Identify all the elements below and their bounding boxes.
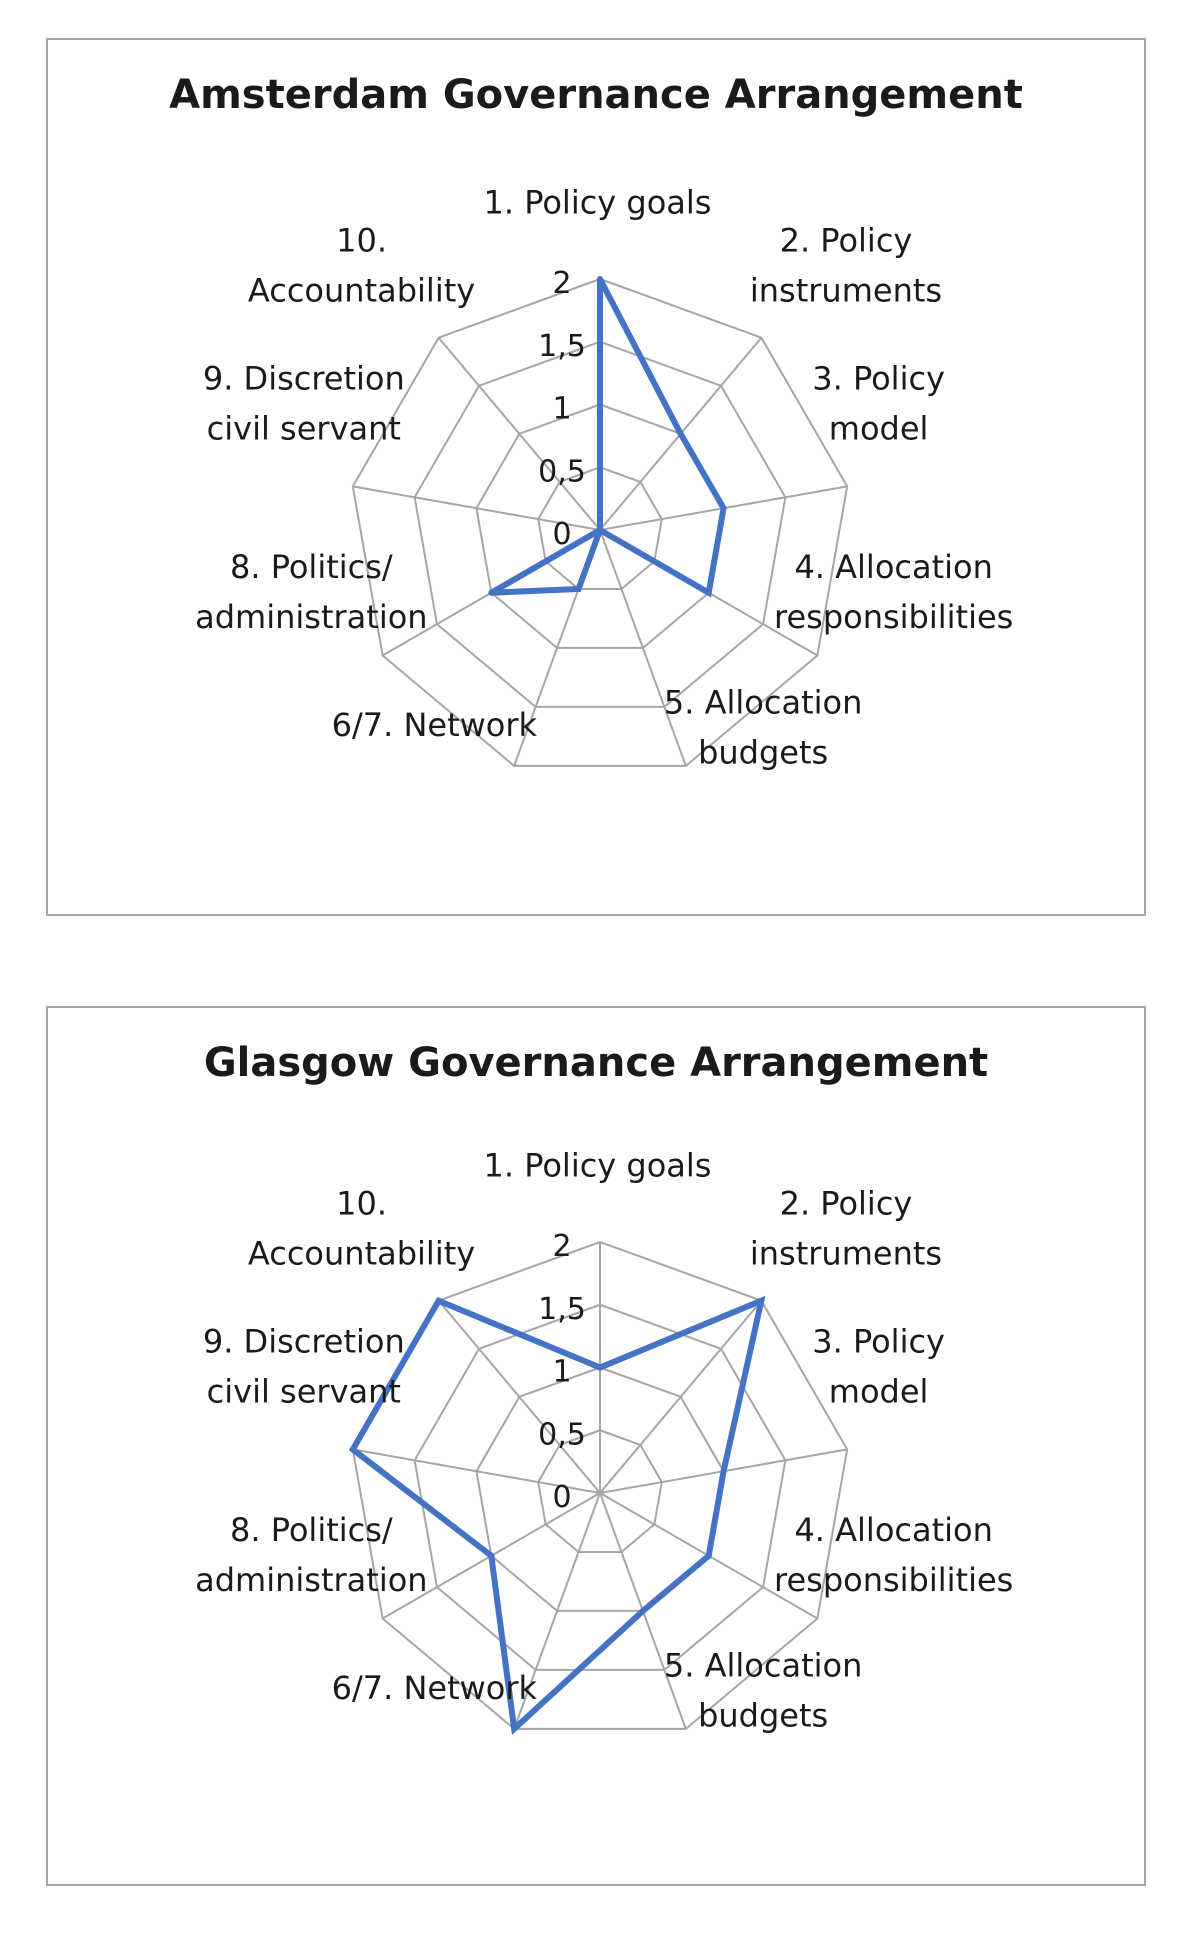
category-label-line: 4. Allocation	[794, 547, 993, 586]
radar-category-labels	[195, 184, 1013, 772]
category-label-line: 8. Politics/	[229, 547, 393, 586]
category-label-line: budgets	[698, 733, 829, 772]
radar-tick-labels	[538, 1229, 586, 1515]
category-label	[332, 706, 538, 744]
category-label-line: responsibilities	[774, 597, 1014, 636]
category-label-line: civil servant	[206, 1372, 401, 1411]
data-point	[640, 1608, 646, 1614]
category-label-line: model	[828, 409, 929, 448]
tick-label: 2	[552, 1229, 572, 1264]
category-label-line: 1. Policy goals	[483, 1146, 712, 1185]
category-label	[812, 360, 945, 448]
category-label-line: 10.	[336, 1184, 387, 1223]
amsterdam-chart-panel	[46, 38, 1146, 916]
chart-title: Amsterdam Governance Arrangement	[169, 72, 1023, 118]
category-label-line: 5. Allocation	[663, 683, 863, 722]
category-label-line: 9. Discretion	[202, 1322, 405, 1361]
category-label-line: instruments	[749, 1234, 943, 1273]
category-label	[195, 548, 427, 636]
data-point	[597, 276, 603, 282]
grid-spoke	[439, 338, 600, 530]
data-point	[488, 1553, 494, 1559]
category-label	[248, 1184, 475, 1272]
category-label-line: responsibilities	[774, 1560, 1014, 1599]
category-label-line: 8. Politics/	[229, 1510, 393, 1549]
category-label-line: administration	[195, 1560, 428, 1599]
tick-label: 1,5	[538, 328, 586, 364]
glasgow-chart-panel	[46, 1006, 1146, 1886]
tick-label: 0,5	[538, 1417, 586, 1453]
category-label-line: budgets	[698, 1696, 829, 1735]
category-label	[750, 221, 942, 309]
category-label-line: 2. Policy	[779, 221, 913, 260]
category-label-line: administration	[195, 597, 428, 636]
category-label	[248, 221, 475, 309]
category-label-line: 10.	[336, 221, 387, 260]
category-label-line: Accountability	[247, 1234, 476, 1273]
data-point	[436, 1298, 442, 1304]
data-point	[576, 586, 582, 592]
category-label-line: instruments	[749, 271, 943, 310]
data-point	[758, 1298, 764, 1304]
glasgow-radar-chart	[48, 1008, 1144, 1884]
category-label	[483, 1147, 711, 1185]
tick-label: 0,5	[538, 454, 586, 490]
category-label-line: 3. Policy	[812, 359, 945, 398]
data-point	[597, 1365, 603, 1371]
tick-label: 1	[552, 1354, 572, 1390]
category-label	[332, 1669, 538, 1707]
category-label-line: model	[828, 1372, 929, 1411]
category-label-line: 2. Policy	[779, 1184, 913, 1223]
series-line	[491, 279, 723, 593]
category-label	[203, 360, 405, 448]
category-label-line: 6/7. Network	[331, 1668, 538, 1707]
data-point	[350, 1446, 356, 1452]
category-label-line: 1. Policy goals	[483, 183, 712, 222]
category-label-line: civil servant	[206, 409, 401, 448]
category-label	[774, 1511, 1013, 1599]
tick-label: 0	[552, 517, 572, 552]
data-point	[706, 1553, 712, 1559]
category-label	[195, 1511, 427, 1599]
data-point	[721, 505, 727, 511]
category-label-line: 6/7. Network	[331, 705, 538, 744]
tick-label: 1,5	[538, 1291, 586, 1327]
radar-tick-labels	[538, 266, 586, 552]
category-label-line: Accountability	[247, 271, 476, 310]
data-point	[488, 590, 494, 596]
data-point	[706, 590, 712, 596]
category-label	[483, 184, 711, 222]
data-point	[597, 527, 603, 533]
category-label-line: 9. Discretion	[202, 359, 405, 398]
amsterdam-radar-chart	[48, 40, 1144, 914]
category-label	[774, 548, 1013, 636]
grid-spoke	[439, 1301, 600, 1493]
category-label-line: 5. Allocation	[663, 1646, 863, 1685]
tick-label: 1	[552, 391, 572, 427]
category-label	[812, 1323, 945, 1411]
category-label	[203, 1323, 405, 1411]
data-point	[678, 431, 684, 437]
data-point	[511, 1726, 517, 1732]
tick-label: 0	[552, 1480, 572, 1515]
data-point	[721, 1468, 727, 1474]
category-label-line: 4. Allocation	[794, 1510, 993, 1549]
chart-title: Glasgow Governance Arrangement	[203, 1040, 989, 1086]
tick-label: 2	[552, 266, 572, 301]
category-label-line: 3. Policy	[812, 1322, 945, 1361]
category-label	[750, 1184, 942, 1272]
